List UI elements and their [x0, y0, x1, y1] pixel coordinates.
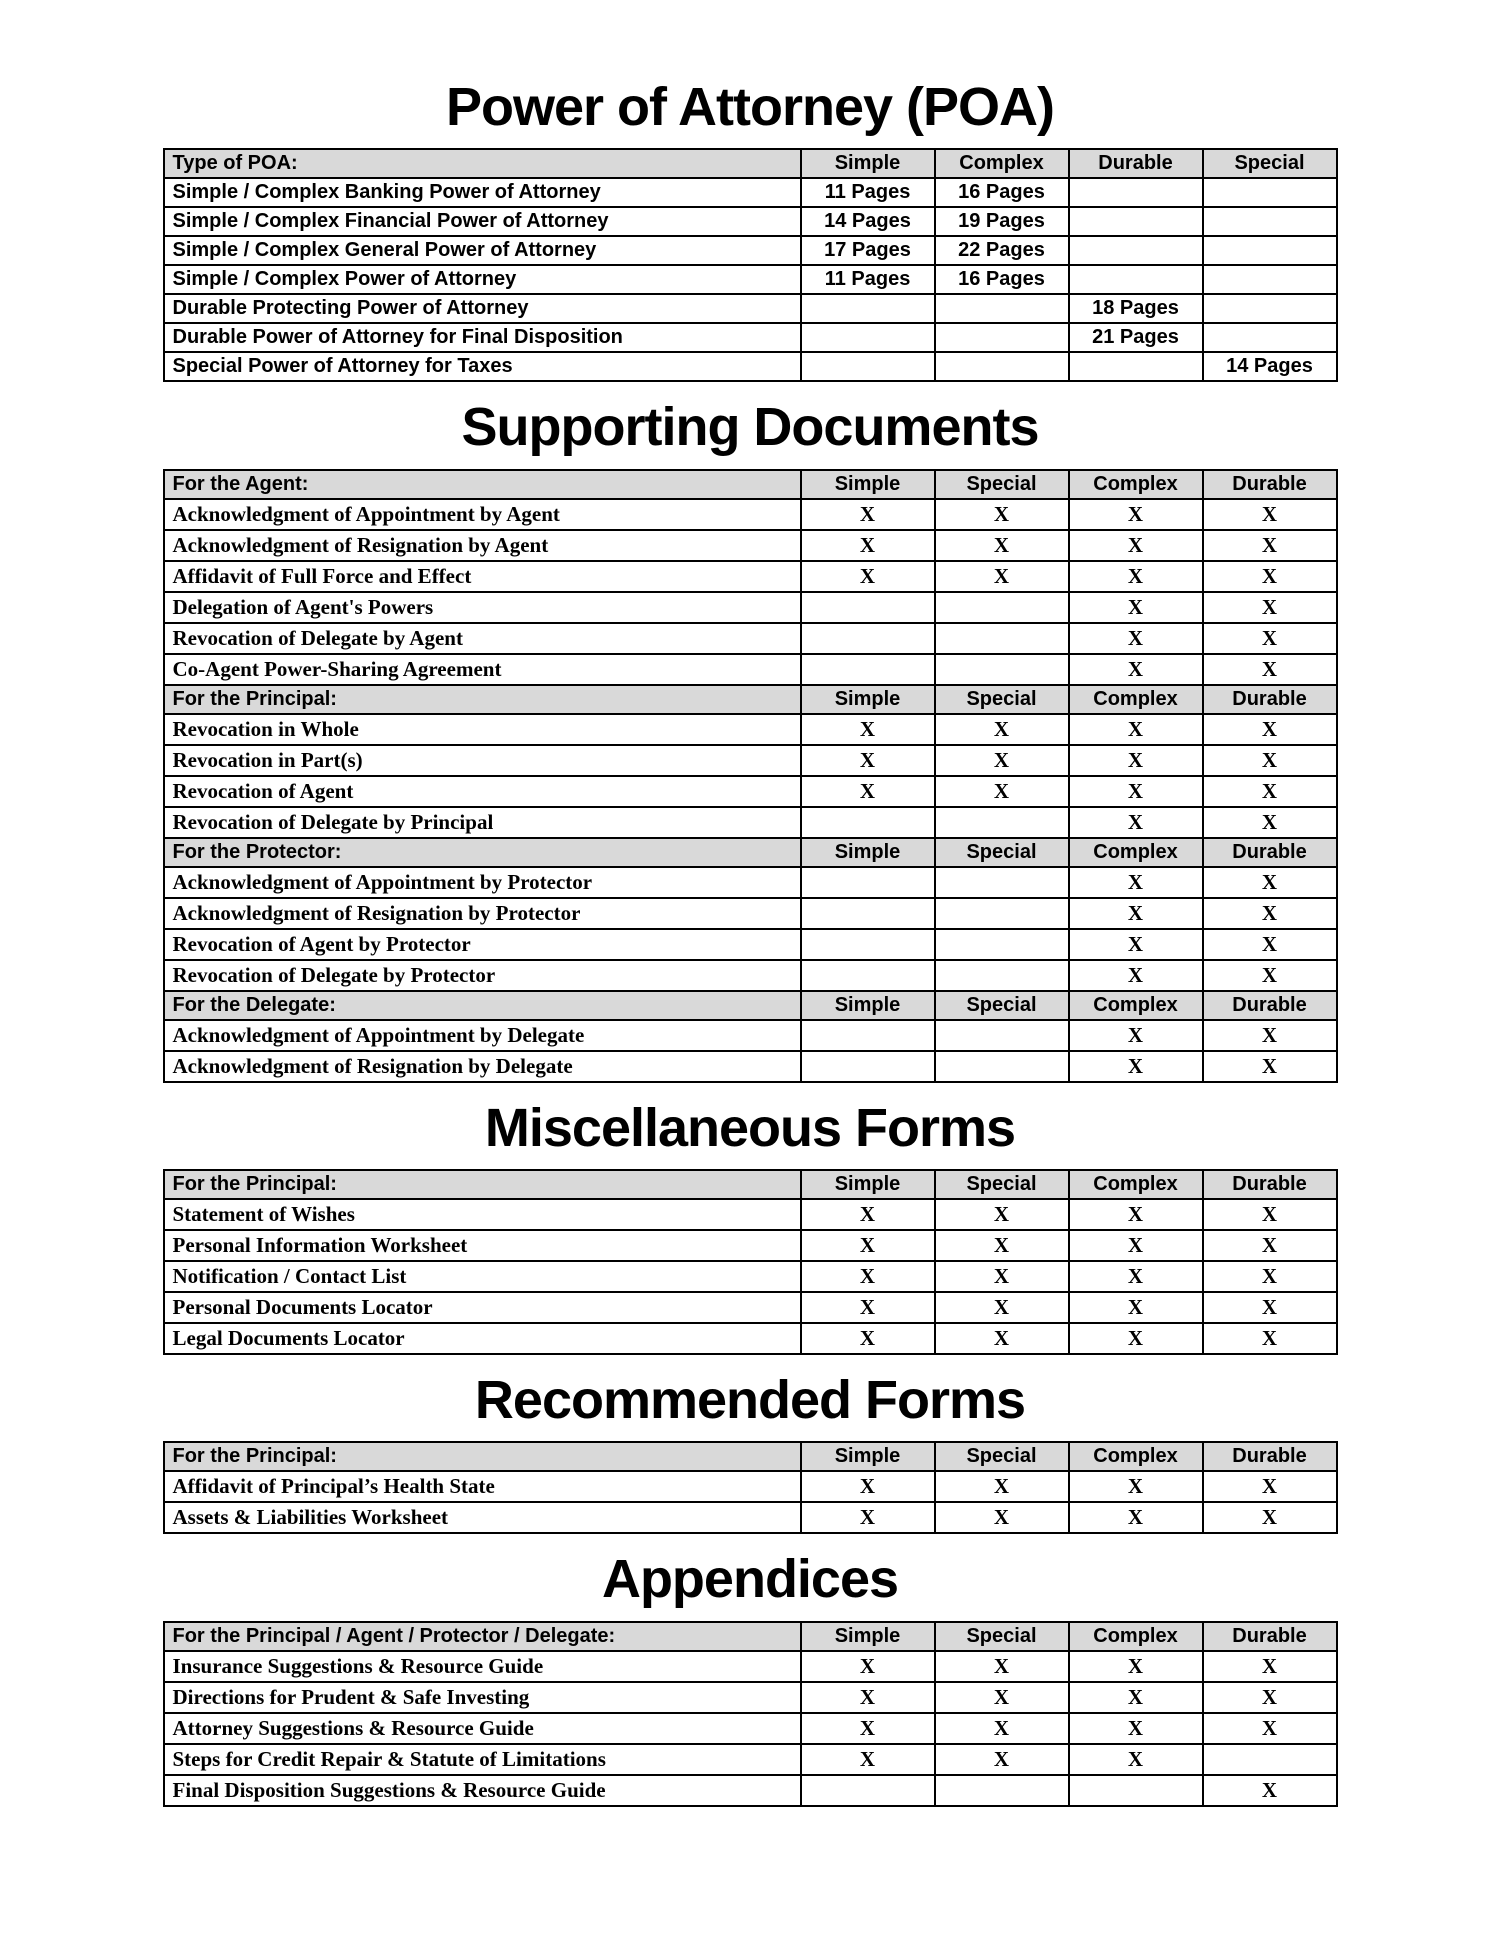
row-value-cell: X — [801, 1292, 935, 1323]
row-label: Affidavit of Full Force and Effect — [164, 561, 801, 592]
header-column-cell: Special — [935, 1622, 1069, 1651]
header-column-cell: Complex — [1069, 1170, 1203, 1199]
row-value-cell: X — [1069, 561, 1203, 592]
row-value-cell: X — [935, 1230, 1069, 1261]
row-label: Attorney Suggestions & Resource Guide — [164, 1713, 801, 1744]
row-value-cell — [935, 654, 1069, 685]
row-value-cell: X — [1069, 530, 1203, 561]
row-value-cell: X — [1069, 1651, 1203, 1682]
table-row — [164, 323, 1337, 352]
table-row — [164, 352, 1337, 381]
table-header-row — [164, 1170, 1337, 1199]
table-row — [164, 499, 1337, 530]
row-value-cell: X — [1069, 623, 1203, 654]
row-value-cell: X — [935, 1471, 1069, 1502]
row-label: Revocation of Delegate by Agent — [164, 623, 801, 654]
table-row — [164, 1020, 1337, 1051]
row-value-cell — [801, 323, 935, 352]
row-label: Durable Power of Attorney for Final Disposition — [164, 323, 801, 352]
row-value-cell — [801, 352, 935, 381]
header-column-cell: Simple — [801, 1170, 935, 1199]
row-value-cell — [1069, 1775, 1203, 1806]
header-label-cell: For the Principal: — [164, 1442, 801, 1471]
row-value-cell: X — [801, 1261, 935, 1292]
row-value-cell: X — [935, 714, 1069, 745]
table-row — [164, 294, 1337, 323]
row-value-cell: X — [1203, 530, 1337, 561]
row-value-cell — [935, 352, 1069, 381]
row-label: Delegation of Agent's Powers — [164, 592, 801, 623]
row-value-cell: X — [1203, 1323, 1337, 1354]
row-value-cell — [801, 1051, 935, 1082]
header-column-cell: Special — [935, 685, 1069, 714]
row-value-cell: X — [1203, 1651, 1337, 1682]
row-label: Acknowledgment of Resignation by Protector — [164, 898, 801, 929]
row-value-cell: X — [1203, 898, 1337, 929]
row-value-cell: X — [935, 1502, 1069, 1533]
row-value-cell: X — [801, 1502, 935, 1533]
row-value-cell: 17 Pages — [801, 236, 935, 265]
row-value-cell: X — [1203, 1471, 1337, 1502]
row-value-cell: X — [801, 1651, 935, 1682]
row-value-cell: X — [1203, 1292, 1337, 1323]
row-value-cell: X — [935, 1199, 1069, 1230]
table-row — [164, 207, 1337, 236]
row-value-cell: X — [1069, 807, 1203, 838]
row-value-cell: 21 Pages — [1069, 323, 1203, 352]
table-header-row — [164, 1622, 1337, 1651]
row-value-cell: X — [935, 745, 1069, 776]
table-header-row — [164, 149, 1337, 178]
row-value-cell — [935, 592, 1069, 623]
row-label: Simple / Complex General Power of Attorney — [164, 236, 801, 265]
row-value-cell: X — [935, 1682, 1069, 1713]
table-header-row — [164, 838, 1337, 867]
row-value-cell: X — [1069, 960, 1203, 991]
row-value-cell: X — [1069, 745, 1203, 776]
row-value-cell — [1203, 294, 1337, 323]
row-value-cell: X — [1069, 654, 1203, 685]
row-value-cell — [1069, 178, 1203, 207]
table-row — [164, 530, 1337, 561]
row-value-cell: X — [1203, 1230, 1337, 1261]
section-title-miscellaneous-forms: Miscellaneous Forms — [484, 1097, 1016, 1158]
header-column-cell: Complex — [1069, 685, 1203, 714]
row-value-cell: X — [1069, 1682, 1203, 1713]
row-label: Steps for Credit Repair & Statute of Limitations — [164, 1744, 801, 1775]
row-value-cell — [935, 1051, 1069, 1082]
row-value-cell: X — [801, 1471, 935, 1502]
row-value-cell: X — [935, 1651, 1069, 1682]
row-value-cell: X — [1069, 1323, 1203, 1354]
row-value-cell: 16 Pages — [935, 178, 1069, 207]
row-value-cell: X — [935, 530, 1069, 561]
miscellaneous-forms-table — [163, 1169, 1338, 1355]
section-title-recommended-forms: Recommended Forms — [474, 1369, 1026, 1430]
row-label: Personal Documents Locator — [164, 1292, 801, 1323]
row-label: Personal Information Worksheet — [164, 1230, 801, 1261]
row-value-cell: X — [801, 499, 935, 530]
row-value-cell — [935, 867, 1069, 898]
row-value-cell: X — [935, 499, 1069, 530]
row-value-cell — [935, 1020, 1069, 1051]
row-label: Revocation of Delegate by Principal — [164, 807, 801, 838]
row-label: Acknowledgment of Appointment by Protector — [164, 867, 801, 898]
table-row — [164, 1775, 1337, 1806]
row-value-cell — [935, 929, 1069, 960]
row-value-cell: 19 Pages — [935, 207, 1069, 236]
row-value-cell — [935, 960, 1069, 991]
row-label: Simple / Complex Banking Power of Attorney — [164, 178, 801, 207]
table-row — [164, 236, 1337, 265]
row-label: Insurance Suggestions & Resource Guide — [164, 1651, 801, 1682]
header-column-cell: Durable — [1203, 1442, 1337, 1471]
header-column-cell: Special — [935, 1170, 1069, 1199]
header-label-cell: For the Agent: — [164, 470, 801, 499]
table-row — [164, 1744, 1337, 1775]
row-value-cell — [801, 592, 935, 623]
table-row — [164, 929, 1337, 960]
section-title-supporting-documents: Supporting Documents — [461, 397, 1039, 458]
table-row — [164, 561, 1337, 592]
table-row — [164, 776, 1337, 807]
header-column-cell: Durable — [1203, 838, 1337, 867]
row-label: Assets & Liabilities Worksheet — [164, 1502, 801, 1533]
row-value-cell: X — [1203, 623, 1337, 654]
header-label-cell: For the Principal: — [164, 1170, 801, 1199]
row-value-cell: X — [801, 714, 935, 745]
row-value-cell — [1203, 323, 1337, 352]
row-value-cell: X — [1069, 1261, 1203, 1292]
header-label-cell: For the Protector: — [164, 838, 801, 867]
header-column-cell: Complex — [1069, 991, 1203, 1020]
row-value-cell — [801, 929, 935, 960]
row-value-cell — [1203, 265, 1337, 294]
header-column-cell: Complex — [935, 149, 1069, 178]
row-value-cell: X — [1203, 807, 1337, 838]
table-row — [164, 1230, 1337, 1261]
row-value-cell: X — [1069, 499, 1203, 530]
table-row — [164, 623, 1337, 654]
row-value-cell: X — [801, 561, 935, 592]
row-value-cell: X — [1203, 1051, 1337, 1082]
row-value-cell: X — [935, 561, 1069, 592]
row-value-cell: X — [1069, 592, 1203, 623]
row-value-cell: X — [935, 776, 1069, 807]
row-value-cell — [1203, 207, 1337, 236]
header-column-cell: Special — [935, 470, 1069, 499]
row-value-cell: X — [1203, 960, 1337, 991]
table-row — [164, 807, 1337, 838]
row-value-cell: X — [1203, 929, 1337, 960]
row-value-cell: X — [935, 1713, 1069, 1744]
table-header-row — [164, 1442, 1337, 1471]
row-value-cell: X — [1069, 867, 1203, 898]
row-label: Acknowledgment of Resignation by Delegate — [164, 1051, 801, 1082]
table-row — [164, 867, 1337, 898]
row-value-cell: 11 Pages — [801, 178, 935, 207]
table-row — [164, 1261, 1337, 1292]
row-value-cell: X — [1203, 714, 1337, 745]
table-row — [164, 1651, 1337, 1682]
header-column-cell: Special — [935, 838, 1069, 867]
row-value-cell — [801, 1775, 935, 1806]
row-value-cell — [1069, 265, 1203, 294]
row-value-cell: X — [1203, 867, 1337, 898]
row-value-cell: X — [1069, 1744, 1203, 1775]
row-value-cell: 14 Pages — [801, 207, 935, 236]
row-value-cell: X — [1203, 1199, 1337, 1230]
table-row — [164, 1292, 1337, 1323]
row-value-cell: X — [1069, 1051, 1203, 1082]
row-label: Simple / Complex Power of Attorney — [164, 265, 801, 294]
header-column-cell: Special — [935, 1442, 1069, 1471]
row-value-cell — [935, 1775, 1069, 1806]
row-value-cell: X — [1203, 1775, 1337, 1806]
row-label: Acknowledgment of Appointment by Delegate — [164, 1020, 801, 1051]
table-row — [164, 1199, 1337, 1230]
header-column-cell: Simple — [801, 1622, 935, 1651]
row-value-cell: X — [1203, 1502, 1337, 1533]
table-header-row — [164, 991, 1337, 1020]
row-label: Simple / Complex Financial Power of Attorney — [164, 207, 801, 236]
row-value-cell — [1203, 178, 1337, 207]
table-row — [164, 1051, 1337, 1082]
header-label-cell: For the Delegate: — [164, 991, 801, 1020]
table-row — [164, 1713, 1337, 1744]
header-column-cell: Simple — [801, 1442, 935, 1471]
appendices-table — [163, 1621, 1338, 1807]
row-value-cell: X — [1069, 1292, 1203, 1323]
row-label: Final Disposition Suggestions & Resource Guide — [164, 1775, 801, 1806]
row-value-cell — [801, 654, 935, 685]
table-row — [164, 1682, 1337, 1713]
header-label-cell: For the Principal / Agent / Protector / Delegate: — [164, 1622, 801, 1651]
section-title-appendices: Appendices — [601, 1549, 899, 1610]
table-row — [164, 1502, 1337, 1533]
row-value-cell — [801, 294, 935, 323]
row-value-cell: X — [935, 1323, 1069, 1354]
row-value-cell: X — [801, 1199, 935, 1230]
row-value-cell: X — [1069, 898, 1203, 929]
row-value-cell: X — [935, 1292, 1069, 1323]
header-column-cell: Complex — [1069, 838, 1203, 867]
row-value-cell: X — [1069, 714, 1203, 745]
row-value-cell: X — [801, 745, 935, 776]
row-value-cell: X — [1069, 1713, 1203, 1744]
row-value-cell: X — [1203, 1020, 1337, 1051]
row-value-cell — [801, 623, 935, 654]
table-header-row — [164, 685, 1337, 714]
row-value-cell: 14 Pages — [1203, 352, 1337, 381]
table-row — [164, 1471, 1337, 1502]
row-label: Revocation of Agent by Protector — [164, 929, 801, 960]
row-value-cell: 18 Pages — [1069, 294, 1203, 323]
row-label: Notification / Contact List — [164, 1261, 801, 1292]
row-label: Directions for Prudent & Safe Investing — [164, 1682, 801, 1713]
table-row — [164, 178, 1337, 207]
header-column-cell: Simple — [801, 838, 935, 867]
row-value-cell: X — [1069, 1199, 1203, 1230]
row-value-cell: X — [801, 1323, 935, 1354]
header-column-cell: Durable — [1069, 149, 1203, 178]
row-value-cell: X — [801, 1744, 935, 1775]
header-column-cell: Simple — [801, 149, 935, 178]
row-value-cell: X — [801, 530, 935, 561]
poa-types-table — [163, 148, 1338, 382]
row-value-cell: 16 Pages — [935, 265, 1069, 294]
table-row — [164, 898, 1337, 929]
row-value-cell: X — [1069, 1020, 1203, 1051]
header-column-cell: Durable — [1203, 991, 1337, 1020]
row-label: Revocation of Delegate by Protector — [164, 960, 801, 991]
row-value-cell: X — [1203, 745, 1337, 776]
row-value-cell: X — [1203, 592, 1337, 623]
row-value-cell — [1069, 236, 1203, 265]
row-value-cell: 11 Pages — [801, 265, 935, 294]
table-row — [164, 960, 1337, 991]
row-value-cell — [1203, 1744, 1337, 1775]
row-value-cell: X — [1203, 499, 1337, 530]
row-value-cell — [935, 623, 1069, 654]
row-value-cell: X — [935, 1261, 1069, 1292]
row-value-cell: X — [801, 1713, 935, 1744]
row-value-cell: X — [935, 1744, 1069, 1775]
table-row — [164, 1323, 1337, 1354]
row-value-cell — [801, 898, 935, 929]
header-column-cell: Durable — [1203, 685, 1337, 714]
row-label: Acknowledgment of Appointment by Agent — [164, 499, 801, 530]
header-label-cell: For the Principal: — [164, 685, 801, 714]
header-column-cell: Special — [935, 991, 1069, 1020]
row-value-cell: X — [801, 1682, 935, 1713]
row-label: Acknowledgment of Resignation by Agent — [164, 530, 801, 561]
row-value-cell — [935, 807, 1069, 838]
row-value-cell: X — [1203, 1713, 1337, 1744]
row-value-cell: X — [801, 1230, 935, 1261]
row-label: Affidavit of Principal’s Health State — [164, 1471, 801, 1502]
row-label: Co-Agent Power-Sharing Agreement — [164, 654, 801, 685]
row-label: Statement of Wishes — [164, 1199, 801, 1230]
row-value-cell — [801, 1020, 935, 1051]
row-value-cell: X — [1069, 1502, 1203, 1533]
header-column-cell: Simple — [801, 470, 935, 499]
header-column-cell: Simple — [801, 685, 935, 714]
recommended-forms-table — [163, 1441, 1338, 1534]
row-value-cell: 22 Pages — [935, 236, 1069, 265]
row-value-cell — [1069, 352, 1203, 381]
row-value-cell: X — [1203, 1261, 1337, 1292]
row-value-cell — [1203, 236, 1337, 265]
row-value-cell — [935, 898, 1069, 929]
row-value-cell — [801, 960, 935, 991]
table-row — [164, 714, 1337, 745]
row-value-cell: X — [1203, 561, 1337, 592]
row-value-cell — [935, 323, 1069, 352]
row-value-cell: X — [1069, 929, 1203, 960]
table-row — [164, 592, 1337, 623]
row-value-cell — [801, 867, 935, 898]
section-title-power-of-attorney: Power of Attorney (POA) — [445, 77, 1055, 137]
header-column-cell: Simple — [801, 991, 935, 1020]
row-label: Revocation in Whole — [164, 714, 801, 745]
header-label-cell: Type of POA: — [164, 149, 801, 178]
row-value-cell — [801, 807, 935, 838]
header-column-cell: Complex — [1069, 1622, 1203, 1651]
supporting-documents-table — [163, 469, 1338, 1083]
row-value-cell: X — [1203, 1682, 1337, 1713]
header-column-cell: Special — [1203, 149, 1337, 178]
header-column-cell: Complex — [1069, 470, 1203, 499]
row-label: Revocation in Part(s) — [164, 745, 801, 776]
header-column-cell: Durable — [1203, 1622, 1337, 1651]
header-column-cell: Complex — [1069, 1442, 1203, 1471]
row-label: Special Power of Attorney for Taxes — [164, 352, 801, 381]
row-label: Revocation of Agent — [164, 776, 801, 807]
row-label: Durable Protecting Power of Attorney — [164, 294, 801, 323]
table-row — [164, 745, 1337, 776]
row-value-cell — [1069, 207, 1203, 236]
header-column-cell: Durable — [1203, 1170, 1337, 1199]
row-value-cell: X — [801, 776, 935, 807]
table-row — [164, 265, 1337, 294]
header-column-cell: Durable — [1203, 470, 1337, 499]
row-value-cell: X — [1203, 776, 1337, 807]
row-value-cell — [935, 294, 1069, 323]
table-header-row — [164, 470, 1337, 499]
row-value-cell: X — [1069, 1471, 1203, 1502]
row-value-cell: X — [1203, 654, 1337, 685]
row-value-cell: X — [1069, 1230, 1203, 1261]
table-row — [164, 654, 1337, 685]
row-label: Legal Documents Locator — [164, 1323, 801, 1354]
row-value-cell: X — [1069, 776, 1203, 807]
